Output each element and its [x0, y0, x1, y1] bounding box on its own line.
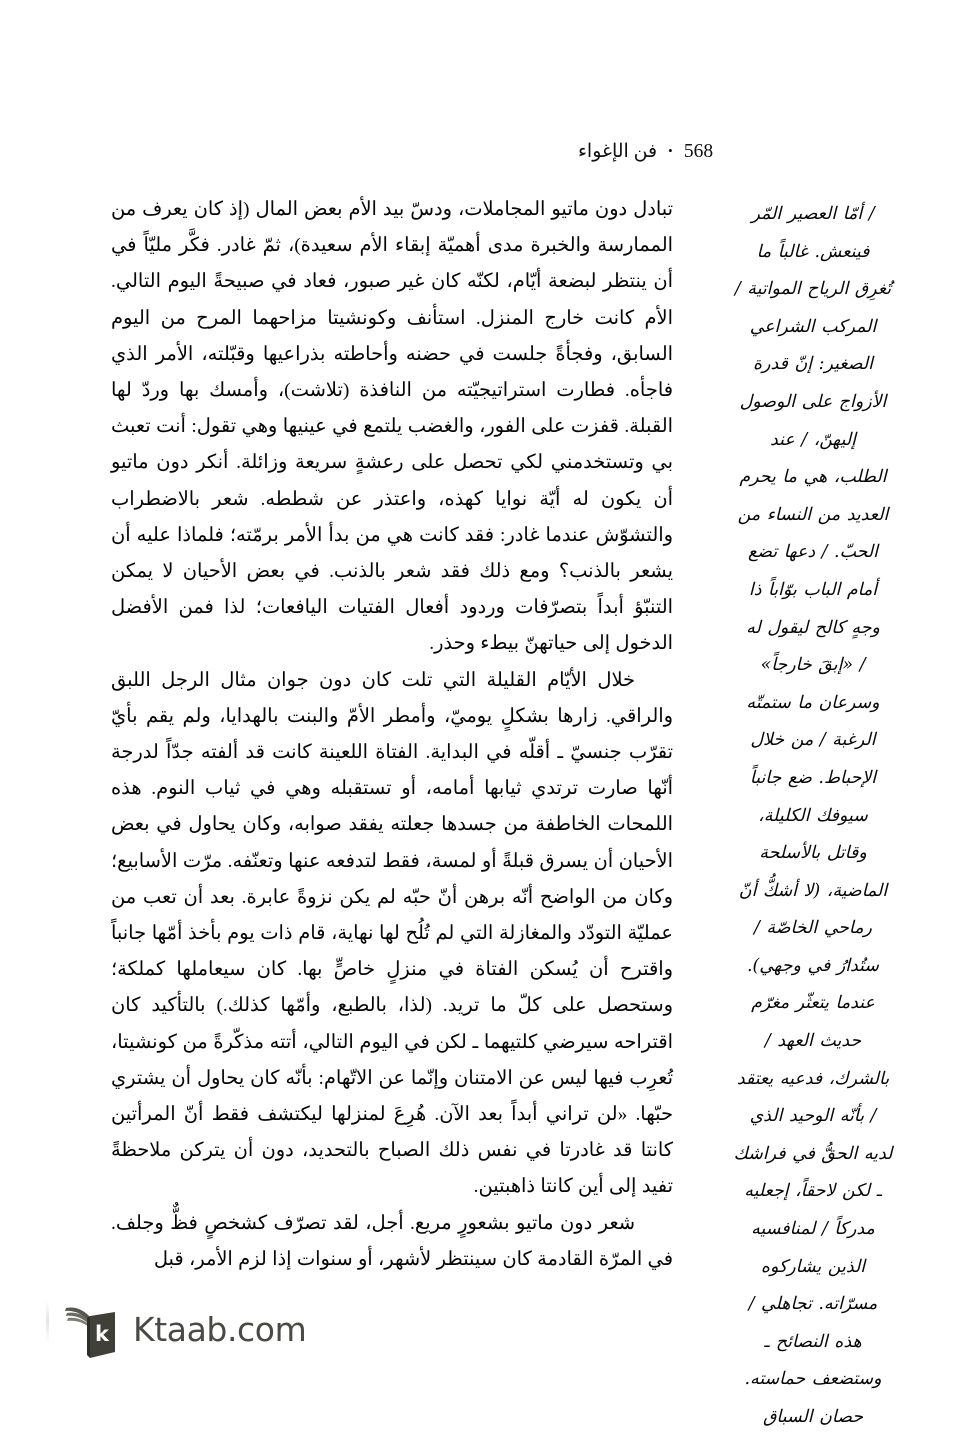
- margin-note-line: ستُدارُ في وجهي).: [746, 955, 879, 976]
- svg-text:k: k: [95, 1322, 109, 1346]
- margin-note-line: وقاتل بالأسلحة: [759, 843, 867, 864]
- book-title: فن الإغواء: [578, 141, 658, 162]
- main-text-column: [111, 192, 673, 1278]
- margin-note-line: فينعش. غالباً ما: [756, 241, 870, 262]
- margin-note-line: مسرّاته. تجاهلي /: [748, 1294, 878, 1315]
- page-number: 568: [683, 141, 714, 162]
- margin-note-line: الطلب، هي ما يحرم: [739, 467, 887, 488]
- margin-note-line: سيوفك الكليلة،: [758, 805, 868, 826]
- margin-note-line: / أمّا العصير المّر: [751, 204, 875, 224]
- margin-note-line: الحبّ. / دعها تضع: [747, 542, 879, 563]
- margin-note-line: حصان السباق: [762, 1407, 864, 1427]
- margin-note-line: / بأنّه الوحيد الذي: [749, 1106, 877, 1127]
- margin-note-line: وستضعف حماسته.: [744, 1369, 882, 1390]
- margin-note-line: لديه الحقُّ في فراشك: [733, 1143, 893, 1164]
- margin-note-line: الأزواج على الوصول: [739, 391, 887, 412]
- margin-note-line: المركب الشراعي: [749, 316, 877, 337]
- margin-note-line: الذين يشاركوه: [760, 1256, 866, 1277]
- margin-note-line: عندما يتعثّر مغرّم: [751, 993, 875, 1014]
- body-paragraph-3: شعر دون ماتيو بشعورٍ مريع. أجل، لقد تصرّف كشخصٍ فظٌّ وجلف. في المرّة القادمة كان سينتظر لأشهر، أو سنوات إذا لزم الأمر، قبل: [111, 1212, 673, 1270]
- open-book-icon: [62, 1300, 120, 1362]
- margin-note-line: الإحباط. ضع جانباً: [749, 767, 877, 788]
- margin-note-line: الماضية، (لا أشكُّ أنّ: [738, 880, 888, 901]
- margin-note-line: هذه النصائح ـ: [764, 1331, 862, 1352]
- margin-note-line: / «إبقَ خارجاً»: [760, 655, 866, 676]
- margin-note-line: العديد من النساء من: [737, 504, 889, 525]
- running-head-separator: •: [668, 143, 673, 158]
- margin-note-line: رماحي الخاصّة /: [754, 918, 872, 939]
- margin-note-line: الرغبة / من خلال: [750, 730, 876, 751]
- margin-note-line: أمام الباب بوّاباً ذا: [748, 579, 878, 600]
- margin-note-line: بالشرك، فدعيه يعتقد: [736, 1068, 890, 1089]
- watermark: [62, 1300, 306, 1362]
- margin-note-line: مدركاً / لمنافسيه: [751, 1219, 875, 1240]
- margin-note-line: وسرعان ما ستمتّه: [746, 692, 880, 713]
- running-head: [578, 140, 898, 163]
- margin-note-line: تُغرِق الرياح المواتية /: [734, 279, 892, 300]
- scan-edge-artifact: [46, 1300, 49, 1342]
- margin-note-column: [689, 196, 937, 1437]
- body-paragraph-2: خلال الأيّام القليلة التي تلت كان دون جوان مثال الرجل اللبق والراقي. زارها بشكلٍ يوميّ، وأمطر الأمّ والبنت بالهدايا، ولم يقم بأيّ تقرّب جنسيّ ـ أقلّه في البداية. الفتاة اللعينة كانت قد ألفته جدّاً لدرجة أنّها صارت ترتدي ثيابها أمامه، أو تستقبله وهي في ثياب النوم. هذه اللمحات الخاطفة من جسدها جعلته يفقد صوابه، وكان يحاول في بعض الأحيان أن يسرق قبلةً أو لمسة، فقط لتدفعه عنها وتعنّفه. مرّت الأسابيع؛ وكان من الواضح أنّه برهن أنّ حبّه لم يكن نزوةً عابرة. بعد أن تعب من عمليّة التودّد والمغازلة التي لم تُلُح لها نهاية، قام ذات يوم بأخذ أمّها جانباً واقترح أن يُسكن الفتاة في منزلٍ خاصٍّ بها. كان سيعاملها كملكة؛ وستحصل على كلّ ما تريد. (لذا، بالطبع، وأمّها كذلك.) بالتأكيد كان اقتراحه سيرضي كلتيهما ـ لكن في اليوم التالي، أتته مذكّرةً من كونشيتا، تُعرِب فيها ليس عن الامتنان وإنّما عن الاتّهام: بأنّه كان يحاول أن يشتري حبّها. «لن تراني أبداً بعد الآن. هُرِعَ لمنزلها ليكتشف فقط أنّ المرأتين كانتا قد غادرتا في نفس ذلك الصباح بالتحديد، دون أن يتركن ملاحظةً تفيد إلى أين كانتا ذاهبتين.: [111, 669, 673, 1198]
- margin-note-line: وجهٍ كالح ليقول له: [746, 617, 880, 638]
- body-paragraph-1: تبادل دون ماتيو المجاملات، ودسّ بيد الأم بعض المال (إذ كان يعرف من الممارسة والخبرة مدى أهميّة إبقاء الأم سعيدة)، ثمّ غادر. فكَّر مليّاً في أن ينتظر لبضعة أيّام، لكنّه كان غير صبور، فعاد في صبيحةً اليوم التالي. الأم كانت خارج المنزل. استأنف وكونشيتا مزاحهما المرح من اليوم السابق، وفجأةً جلست في حضنه وأحاطته بذراعيها وقبّلته، الأمر الذي فاجأه. فطارت استراتيجيّته من النافذة (تلاشت)، وأمسك بها وردّ لها القبلة. قفزت على الفور، والغضب يلتمع في عينيها وهي تقول: أنت تعبث بي وتستخدمني لكي تحصل على رعشةٍ سريعة وزائلة. أنكر دون ماتيو أن يكون له أيّة نوايا كهذه، واعتذر عن شططه. شعر بالاضطراب والتشوّش عندما غادر: فقد كانت هي من بدأ الأمر برمّته؛ فلماذا عليه أن يشعر بالذنب؟ ومع ذلك فقد شعر بالذنب. في بعض الأحيان لا يمكن التنبّؤ أبداً بتصرّفات وردود أفعال الفتيات اليافعات؛ لذا فمن الأفضل الدخول إلى حياتهنّ بيطء وحذر.: [111, 199, 673, 655]
- margin-note-line: إليهنّ، / عند: [770, 429, 856, 450]
- margin-note-line: حديث العهد /: [764, 1031, 862, 1052]
- margin-note-line: ـ لكن لاحقاً، إجعليه: [744, 1181, 882, 1202]
- margin-note-line: الصغير: إنّ قدرة: [753, 354, 873, 375]
- watermark-label: Ktaab.com: [133, 1309, 307, 1349]
